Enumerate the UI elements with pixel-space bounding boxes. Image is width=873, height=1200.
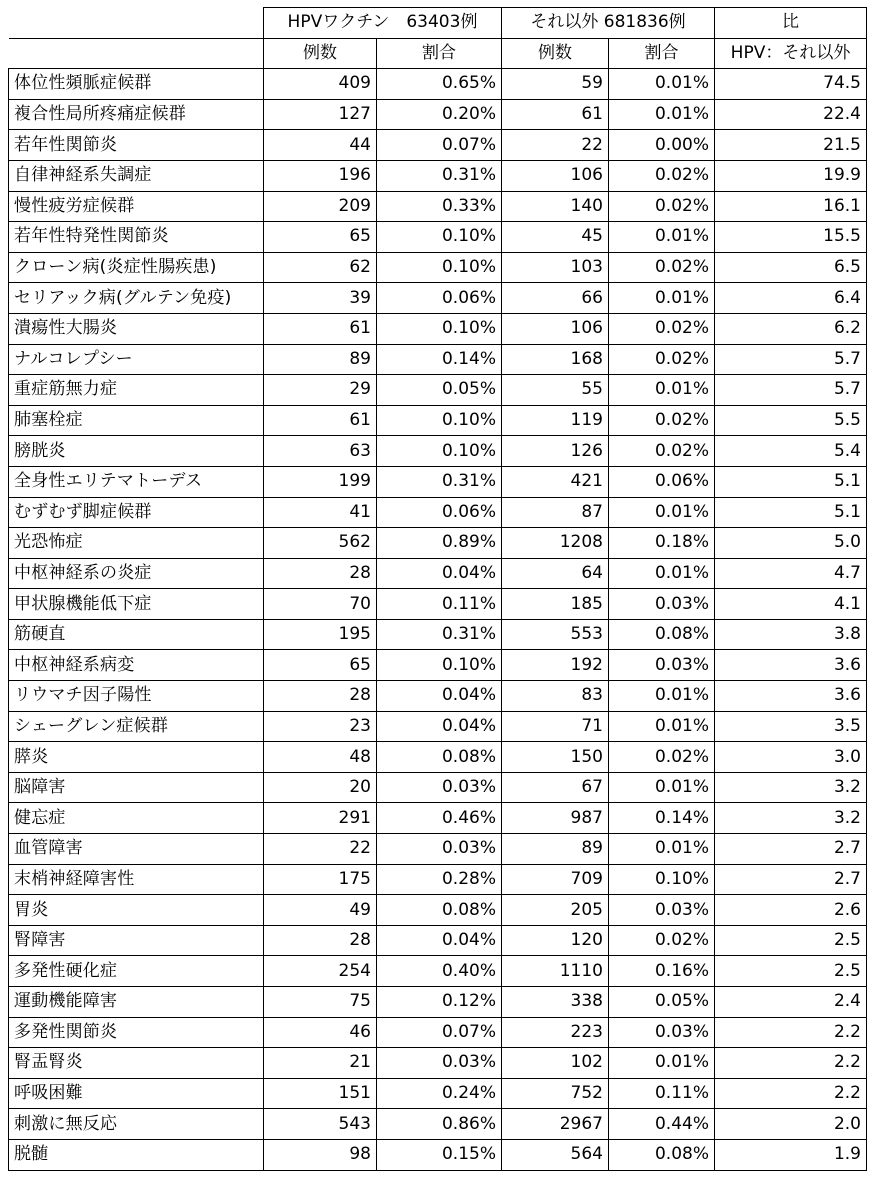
- other-rate-cell: 0.00%: [609, 130, 715, 161]
- hpv-count-cell: 28: [264, 558, 377, 589]
- hpv-rate-cell: 0.40%: [377, 956, 502, 987]
- other-count-cell: 64: [502, 558, 609, 589]
- other-rate-cell: 0.18%: [609, 528, 715, 559]
- disease-name-cell: 肺塞栓症: [9, 405, 264, 436]
- other-rate-cell: 0.02%: [609, 344, 715, 375]
- disease-name-cell: シェーグレン症候群: [9, 711, 264, 742]
- hpv-count-cell: 75: [264, 987, 377, 1018]
- hpv-count-cell: 46: [264, 1017, 377, 1048]
- table-row: [9, 313, 867, 344]
- table-body: [9, 8, 867, 1171]
- ratio-cell: 16.1: [715, 191, 867, 222]
- hpv-count-cell: 49: [264, 895, 377, 926]
- other-rate-cell: 0.02%: [609, 191, 715, 222]
- ratio-cell: 19.9: [715, 160, 867, 191]
- table-row: [9, 772, 867, 803]
- ratio-cell: 5.0: [715, 528, 867, 559]
- other-count-cell: 553: [502, 619, 609, 650]
- hpv-count-cell: 63: [264, 436, 377, 467]
- header-other-group: それ以外 681836例: [502, 8, 715, 39]
- ratio-cell: 3.8: [715, 619, 867, 650]
- disease-name-cell: 筋硬直: [9, 619, 264, 650]
- hpv-count-cell: 28: [264, 925, 377, 956]
- other-rate-cell: 0.02%: [609, 925, 715, 956]
- disease-name-cell: 脱髄: [9, 1139, 264, 1170]
- other-rate-cell: 0.01%: [609, 99, 715, 130]
- table-row: [9, 925, 867, 956]
- hpv-rate-cell: 0.31%: [377, 160, 502, 191]
- header-blank-cell: [9, 38, 264, 69]
- ratio-cell: 3.5: [715, 711, 867, 742]
- hpv-rate-cell: 0.86%: [377, 1109, 502, 1140]
- other-rate-cell: 0.01%: [609, 283, 715, 314]
- disease-name-cell: 自律神経系失調症: [9, 160, 264, 191]
- ratio-cell: 3.6: [715, 650, 867, 681]
- hpv-rate-cell: 0.31%: [377, 619, 502, 650]
- other-count-cell: 89: [502, 834, 609, 865]
- other-rate-cell: 0.01%: [609, 375, 715, 406]
- table-row: [9, 160, 867, 191]
- hpv-count-cell: 562: [264, 528, 377, 559]
- disease-name-cell: 膵炎: [9, 742, 264, 773]
- other-count-cell: 55: [502, 375, 609, 406]
- other-count-cell: 120: [502, 925, 609, 956]
- other-rate-cell: 0.01%: [609, 558, 715, 589]
- header-row-groups: [9, 8, 867, 39]
- table-row: [9, 987, 867, 1018]
- hpv-rate-cell: 0.10%: [377, 222, 502, 253]
- table-row: [9, 436, 867, 467]
- other-count-cell: 421: [502, 466, 609, 497]
- other-rate-cell: 0.02%: [609, 742, 715, 773]
- other-rate-cell: 0.01%: [609, 222, 715, 253]
- other-count-cell: 66: [502, 283, 609, 314]
- other-count-cell: 564: [502, 1139, 609, 1170]
- table-row: [9, 69, 867, 100]
- ratio-cell: 5.7: [715, 344, 867, 375]
- hpv-count-cell: 65: [264, 222, 377, 253]
- other-count-cell: 83: [502, 681, 609, 712]
- other-count-cell: 168: [502, 344, 609, 375]
- table-row: [9, 528, 867, 559]
- header-hpv-count: 例数: [264, 38, 377, 69]
- disease-name-cell: クローン病(炎症性腸疾患): [9, 252, 264, 283]
- disease-name-cell: 中枢神経系の炎症: [9, 558, 264, 589]
- hpv-rate-cell: 0.06%: [377, 497, 502, 528]
- header-other-rate: 割合: [609, 38, 715, 69]
- disease-name-cell: むずむず脚症候群: [9, 497, 264, 528]
- other-count-cell: 61: [502, 99, 609, 130]
- hpv-rate-cell: 0.10%: [377, 313, 502, 344]
- table-row: [9, 252, 867, 283]
- other-count-cell: 87: [502, 497, 609, 528]
- ratio-cell: 2.5: [715, 956, 867, 987]
- other-count-cell: 1208: [502, 528, 609, 559]
- other-count-cell: 22: [502, 130, 609, 161]
- hpv-count-cell: 291: [264, 803, 377, 834]
- header-blank-cell: [9, 8, 264, 39]
- other-rate-cell: 0.11%: [609, 1078, 715, 1109]
- table-row: [9, 895, 867, 926]
- table-row: [9, 1078, 867, 1109]
- disease-name-cell: ナルコレプシー: [9, 344, 264, 375]
- table-row: [9, 222, 867, 253]
- hpv-count-cell: 98: [264, 1139, 377, 1170]
- disease-name-cell: 膀胱炎: [9, 436, 264, 467]
- table-row: [9, 99, 867, 130]
- hpv-count-cell: 61: [264, 313, 377, 344]
- other-rate-cell: 0.01%: [609, 497, 715, 528]
- header-other-count: 例数: [502, 38, 609, 69]
- disease-name-cell: 腎盂腎炎: [9, 1048, 264, 1079]
- ratio-cell: 5.4: [715, 436, 867, 467]
- hpv-count-cell: 65: [264, 650, 377, 681]
- other-count-cell: 185: [502, 589, 609, 620]
- other-rate-cell: 0.03%: [609, 650, 715, 681]
- other-count-cell: 1110: [502, 956, 609, 987]
- hpv-count-cell: 209: [264, 191, 377, 222]
- ratio-cell: 2.2: [715, 1017, 867, 1048]
- disease-name-cell: 胃炎: [9, 895, 264, 926]
- hpv-rate-cell: 0.10%: [377, 436, 502, 467]
- other-count-cell: 192: [502, 650, 609, 681]
- other-rate-cell: 0.01%: [609, 711, 715, 742]
- disease-name-cell: リウマチ因子陽性: [9, 681, 264, 712]
- disease-name-cell: 若年性特発性関節炎: [9, 222, 264, 253]
- hpv-rate-cell: 0.08%: [377, 895, 502, 926]
- table-row: [9, 742, 867, 773]
- hpv-rate-cell: 0.33%: [377, 191, 502, 222]
- disease-name-cell: 光恐怖症: [9, 528, 264, 559]
- disease-name-cell: 脳障害: [9, 772, 264, 803]
- table-row: [9, 497, 867, 528]
- hpv-rate-cell: 0.11%: [377, 589, 502, 620]
- ratio-cell: 5.1: [715, 497, 867, 528]
- header-ratio-label: HPV：それ以外: [715, 38, 867, 69]
- ratio-cell: 6.5: [715, 252, 867, 283]
- other-rate-cell: 0.02%: [609, 160, 715, 191]
- other-rate-cell: 0.01%: [609, 1048, 715, 1079]
- other-count-cell: 67: [502, 772, 609, 803]
- other-rate-cell: 0.03%: [609, 895, 715, 926]
- other-count-cell: 140: [502, 191, 609, 222]
- hpv-rate-cell: 0.15%: [377, 1139, 502, 1170]
- disease-name-cell: 慢性疲労症候群: [9, 191, 264, 222]
- disease-name-cell: 腎障害: [9, 925, 264, 956]
- header-row-columns: [9, 38, 867, 69]
- other-count-cell: 59: [502, 69, 609, 100]
- disease-name-cell: 複合性局所疼痛症候群: [9, 99, 264, 130]
- disease-name-cell: 多発性硬化症: [9, 956, 264, 987]
- other-rate-cell: 0.02%: [609, 436, 715, 467]
- ratio-cell: 2.6: [715, 895, 867, 926]
- other-rate-cell: 0.08%: [609, 619, 715, 650]
- disease-name-cell: 多発性関節炎: [9, 1017, 264, 1048]
- hpv-rate-cell: 0.05%: [377, 375, 502, 406]
- hpv-count-cell: 127: [264, 99, 377, 130]
- ratio-cell: 1.9: [715, 1139, 867, 1170]
- hpv-count-cell: 196: [264, 160, 377, 191]
- hpv-rate-cell: 0.14%: [377, 344, 502, 375]
- other-count-cell: 126: [502, 436, 609, 467]
- hpv-count-cell: 199: [264, 466, 377, 497]
- other-rate-cell: 0.01%: [609, 772, 715, 803]
- hpv-rate-cell: 0.20%: [377, 99, 502, 130]
- table-row: [9, 864, 867, 895]
- hpv-rate-cell: 0.04%: [377, 558, 502, 589]
- other-count-cell: 45: [502, 222, 609, 253]
- other-rate-cell: 0.01%: [609, 69, 715, 100]
- other-count-cell: 709: [502, 864, 609, 895]
- hpv-rate-cell: 0.46%: [377, 803, 502, 834]
- ratio-cell: 15.5: [715, 222, 867, 253]
- table-row: [9, 191, 867, 222]
- disease-name-cell: 若年性関節炎: [9, 130, 264, 161]
- disease-name-cell: 刺激に無反応: [9, 1109, 264, 1140]
- hpv-rate-cell: 0.12%: [377, 987, 502, 1018]
- other-count-cell: 223: [502, 1017, 609, 1048]
- table-row: [9, 834, 867, 865]
- hpv-count-cell: 409: [264, 69, 377, 100]
- hpv-rate-cell: 0.89%: [377, 528, 502, 559]
- other-count-cell: 150: [502, 742, 609, 773]
- hpv-count-cell: 195: [264, 619, 377, 650]
- table-row: [9, 1017, 867, 1048]
- ratio-cell: 3.2: [715, 803, 867, 834]
- ratio-cell: 21.5: [715, 130, 867, 161]
- ratio-cell: 5.7: [715, 375, 867, 406]
- other-count-cell: 119: [502, 405, 609, 436]
- hpv-rate-cell: 0.07%: [377, 1017, 502, 1048]
- hpv-rate-cell: 0.28%: [377, 864, 502, 895]
- ratio-cell: 2.7: [715, 864, 867, 895]
- ratio-cell: 3.0: [715, 742, 867, 773]
- hpv-rate-cell: 0.03%: [377, 772, 502, 803]
- ratio-cell: 3.2: [715, 772, 867, 803]
- disease-name-cell: 末梢神経障害性: [9, 864, 264, 895]
- other-rate-cell: 0.10%: [609, 864, 715, 895]
- ratio-cell: 2.2: [715, 1078, 867, 1109]
- ratio-cell: 2.0: [715, 1109, 867, 1140]
- other-rate-cell: 0.08%: [609, 1139, 715, 1170]
- table-row: [9, 681, 867, 712]
- disease-name-cell: 重症筋無力症: [9, 375, 264, 406]
- ratio-cell: 2.7: [715, 834, 867, 865]
- other-count-cell: 987: [502, 803, 609, 834]
- ratio-cell: 2.5: [715, 925, 867, 956]
- disease-name-cell: 甲状腺機能低下症: [9, 589, 264, 620]
- ratio-cell: 5.1: [715, 466, 867, 497]
- table-row: [9, 283, 867, 314]
- table-row: [9, 956, 867, 987]
- hpv-rate-cell: 0.04%: [377, 711, 502, 742]
- disease-name-cell: 運動機能障害: [9, 987, 264, 1018]
- hpv-count-cell: 61: [264, 405, 377, 436]
- hpv-rate-cell: 0.10%: [377, 405, 502, 436]
- other-count-cell: 205: [502, 895, 609, 926]
- hpv-rate-cell: 0.04%: [377, 925, 502, 956]
- ratio-cell: 2.4: [715, 987, 867, 1018]
- hpv-rate-cell: 0.10%: [377, 252, 502, 283]
- other-rate-cell: 0.02%: [609, 313, 715, 344]
- hpv-count-cell: 151: [264, 1078, 377, 1109]
- hpv-rate-cell: 0.31%: [377, 466, 502, 497]
- hpv-rate-cell: 0.03%: [377, 834, 502, 865]
- ratio-cell: 3.6: [715, 681, 867, 712]
- other-rate-cell: 0.03%: [609, 589, 715, 620]
- hpv-count-cell: 44: [264, 130, 377, 161]
- table-row: [9, 405, 867, 436]
- ratio-cell: 6.2: [715, 313, 867, 344]
- table-row: [9, 650, 867, 681]
- table-row: [9, 589, 867, 620]
- other-rate-cell: 0.01%: [609, 834, 715, 865]
- ratio-cell: 74.5: [715, 69, 867, 100]
- other-count-cell: 752: [502, 1078, 609, 1109]
- hpv-count-cell: 89: [264, 344, 377, 375]
- other-rate-cell: 0.01%: [609, 681, 715, 712]
- header-ratio-group: 比: [715, 8, 867, 39]
- table-row: [9, 1139, 867, 1170]
- hpv-count-cell: 41: [264, 497, 377, 528]
- ratio-cell: 5.5: [715, 405, 867, 436]
- disease-name-cell: セリアック病(グルテン免疫): [9, 283, 264, 314]
- ratio-cell: 4.7: [715, 558, 867, 589]
- disease-name-cell: 呼吸困難: [9, 1078, 264, 1109]
- hpv-rate-cell: 0.03%: [377, 1048, 502, 1079]
- header-hpv-group: HPVワクチン 63403例: [264, 8, 502, 39]
- disease-name-cell: 全身性エリテマトーデス: [9, 466, 264, 497]
- other-count-cell: 106: [502, 313, 609, 344]
- hpv-rate-cell: 0.04%: [377, 681, 502, 712]
- other-count-cell: 71: [502, 711, 609, 742]
- other-rate-cell: 0.02%: [609, 252, 715, 283]
- table-row: [9, 1109, 867, 1140]
- other-rate-cell: 0.44%: [609, 1109, 715, 1140]
- table-row: [9, 466, 867, 497]
- ratio-cell: 6.4: [715, 283, 867, 314]
- hpv-rate-cell: 0.08%: [377, 742, 502, 773]
- hpv-count-cell: 22: [264, 834, 377, 865]
- table-row: [9, 558, 867, 589]
- disease-name-cell: 体位性頻脈症候群: [9, 69, 264, 100]
- hpv-count-cell: 28: [264, 681, 377, 712]
- hpv-rate-cell: 0.10%: [377, 650, 502, 681]
- hpv-count-cell: 543: [264, 1109, 377, 1140]
- other-count-cell: 102: [502, 1048, 609, 1079]
- ratio-cell: 2.2: [715, 1048, 867, 1079]
- hpv-count-cell: 21: [264, 1048, 377, 1079]
- hpv-count-cell: 254: [264, 956, 377, 987]
- hpv-rate-cell: 0.06%: [377, 283, 502, 314]
- table-row: [9, 130, 867, 161]
- table-row: [9, 1048, 867, 1079]
- header-hpv-rate: 割合: [377, 38, 502, 69]
- hpv-count-cell: 48: [264, 742, 377, 773]
- other-rate-cell: 0.14%: [609, 803, 715, 834]
- table-row: [9, 803, 867, 834]
- disease-name-cell: 健忘症: [9, 803, 264, 834]
- hpv-count-cell: 29: [264, 375, 377, 406]
- table-row: [9, 711, 867, 742]
- other-rate-cell: 0.03%: [609, 1017, 715, 1048]
- hpv-count-cell: 39: [264, 283, 377, 314]
- other-rate-cell: 0.02%: [609, 405, 715, 436]
- adverse-event-table: [8, 7, 867, 1171]
- hpv-count-cell: 70: [264, 589, 377, 620]
- other-rate-cell: 0.16%: [609, 956, 715, 987]
- disease-name-cell: 血管障害: [9, 834, 264, 865]
- other-count-cell: 2967: [502, 1109, 609, 1140]
- hpv-count-cell: 62: [264, 252, 377, 283]
- hpv-rate-cell: 0.07%: [377, 130, 502, 161]
- table-row: [9, 344, 867, 375]
- hpv-count-cell: 175: [264, 864, 377, 895]
- hpv-rate-cell: 0.24%: [377, 1078, 502, 1109]
- hpv-count-cell: 20: [264, 772, 377, 803]
- ratio-cell: 4.1: [715, 589, 867, 620]
- hpv-rate-cell: 0.65%: [377, 69, 502, 100]
- disease-name-cell: 中枢神経系病変: [9, 650, 264, 681]
- other-count-cell: 103: [502, 252, 609, 283]
- other-count-cell: 338: [502, 987, 609, 1018]
- other-count-cell: 106: [502, 160, 609, 191]
- other-rate-cell: 0.05%: [609, 987, 715, 1018]
- table-row: [9, 375, 867, 406]
- other-rate-cell: 0.06%: [609, 466, 715, 497]
- hpv-count-cell: 23: [264, 711, 377, 742]
- ratio-cell: 22.4: [715, 99, 867, 130]
- disease-name-cell: 潰瘍性大腸炎: [9, 313, 264, 344]
- table-row: [9, 619, 867, 650]
